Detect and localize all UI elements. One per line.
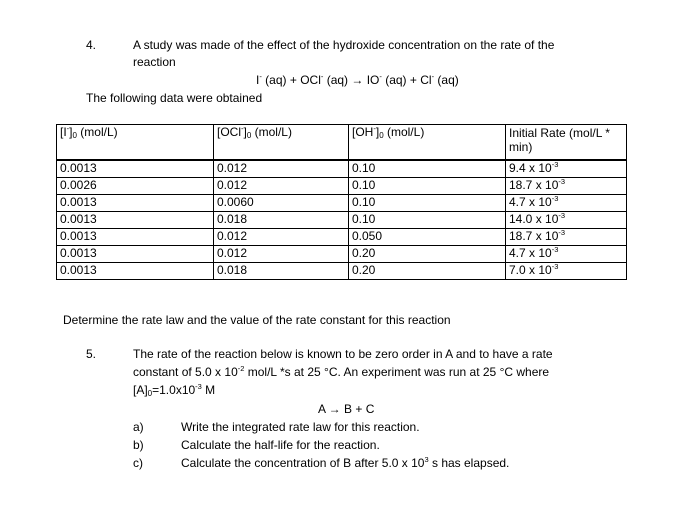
header-hypochlorite: $[OCl^-]_0$ (mol/L) bbox=[214, 125, 349, 161]
cell-hypochlorite: 0.012 bbox=[214, 229, 349, 246]
table-row bbox=[57, 160, 627, 178]
cell-iodide: 0.0013 bbox=[57, 246, 214, 263]
question-5-number: 5. bbox=[86, 347, 97, 361]
question-4-text-line2: reaction bbox=[133, 55, 176, 69]
header-initial-rate: Initial Rate (mol/L * min) bbox=[506, 125, 627, 161]
cell-rate: 7.0 x $10^{-3}$ bbox=[506, 263, 627, 280]
cell-iodide: 0.0026 bbox=[57, 178, 214, 195]
cell-hypochlorite: 0.018 bbox=[214, 263, 349, 280]
cell-rate: 4.7 x $10^{-3}$ bbox=[506, 246, 627, 263]
cell-iodide: 0.0013 bbox=[57, 195, 214, 212]
cell-rate: 4.7 x $10^{-3}$ bbox=[506, 195, 627, 212]
question-5-line1: The rate of the reaction below is known to be zero order in A and to have a rate bbox=[133, 347, 553, 361]
cell-hydroxide: 0.10 bbox=[349, 160, 506, 178]
part-a-text: Write the integrated rate law for this reaction. bbox=[181, 420, 420, 434]
question-4-text-line1: A study was made of the effect of the hydroxide concentration on the rate of the bbox=[133, 38, 555, 52]
cell-hydroxide: 0.10 bbox=[349, 212, 506, 229]
question-4-equation: I- (aq) + OCl- (aq) → IO- (aq) + Cl- (aq) bbox=[256, 72, 459, 87]
cell-hydroxide: 0.050 bbox=[349, 229, 506, 246]
part-c-label: c) bbox=[133, 456, 143, 470]
cell-rate: 14.0 x $10^{-3}$ bbox=[506, 212, 627, 229]
table-row bbox=[57, 263, 627, 280]
cell-rate: 18.7 x $10^{-3}$ bbox=[506, 229, 627, 246]
cell-hydroxide: 0.10 bbox=[349, 178, 506, 195]
cell-hypochlorite: 0.018 bbox=[214, 212, 349, 229]
table-header-row bbox=[57, 125, 627, 161]
question-4-number: 4. bbox=[86, 38, 97, 52]
table-row bbox=[57, 212, 627, 229]
cell-hypochlorite: 0.012 bbox=[214, 160, 349, 178]
part-b-label: b) bbox=[133, 438, 144, 452]
cell-hydroxide: 0.20 bbox=[349, 263, 506, 280]
cell-hydroxide: 0.20 bbox=[349, 246, 506, 263]
cell-hydroxide: 0.10 bbox=[349, 195, 506, 212]
cell-rate: 9.4 x $10^{-3}$ bbox=[506, 160, 627, 178]
part-a-label: a) bbox=[133, 420, 144, 434]
header-iodide: $[I^-]_0$ (mol/L) bbox=[57, 125, 214, 161]
question-5-line3: $[A]_0=1.0x10^{-3}$ M bbox=[133, 382, 216, 398]
cell-iodide: 0.0013 bbox=[57, 160, 214, 178]
question-5-equation: A → B + C bbox=[318, 402, 375, 416]
table-row bbox=[57, 195, 627, 212]
cell-hypochlorite: 0.012 bbox=[214, 246, 349, 263]
table-row bbox=[57, 246, 627, 263]
cell-rate: 18.7 x $10^{-3}$ bbox=[506, 178, 627, 195]
header-hydroxide: $[OH^-]_0$ (mol/L) bbox=[349, 125, 506, 161]
part-c-text: Calculate the concentration of B after 5.0 x $10^3$ s has elapsed. bbox=[181, 455, 510, 470]
cell-hypochlorite: 0.012 bbox=[214, 178, 349, 195]
data-intro: The following data were obtained bbox=[86, 91, 263, 105]
cell-iodide: 0.0013 bbox=[57, 212, 214, 229]
cell-iodide: 0.0013 bbox=[57, 229, 214, 246]
part-b-text: Calculate the half-life for the reaction. bbox=[181, 438, 380, 452]
question-5-line2: constant of 5.0 x $10^{-2}$ mol/L *s at 25 °C. An experiment was run at 25 °C where bbox=[133, 364, 550, 379]
table-row bbox=[57, 229, 627, 246]
cell-iodide: 0.0013 bbox=[57, 263, 214, 280]
rate-data-table bbox=[56, 124, 627, 280]
question-4-task: Determine the rate law and the value of the rate constant for this reaction bbox=[63, 313, 451, 327]
table-row bbox=[57, 178, 627, 195]
cell-hypochlorite: 0.0060 bbox=[214, 195, 349, 212]
